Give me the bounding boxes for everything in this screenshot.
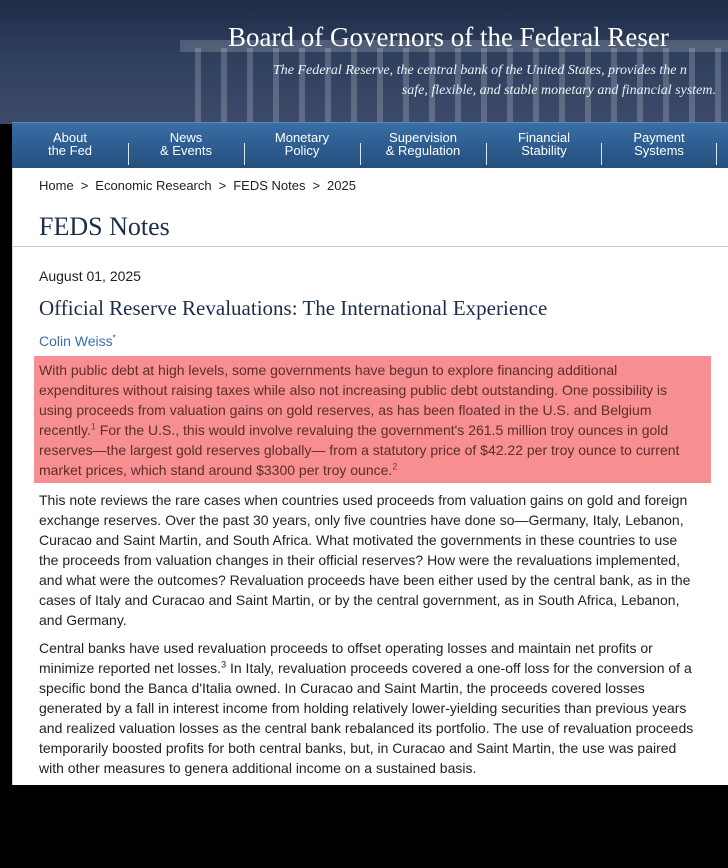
breadcrumb-economic-research[interactable]: Economic Research (95, 178, 212, 193)
paragraph-line: temporarily boosted profits for both central banks, but, in Curacao and Saint Martin, the use was paired (39, 740, 677, 756)
tagline-line-2: safe, flexible, and stable monetary and financial system. (401, 83, 716, 98)
nav-label-line1: Payment (633, 130, 685, 145)
line-text: recently. (39, 422, 91, 438)
nav-divider (601, 143, 602, 165)
title-divider (13, 246, 728, 247)
line-text: minimize reported net losses. (39, 660, 222, 676)
body-paragraph (39, 490, 699, 630)
nav-label-line1: Monetary (274, 130, 330, 145)
nav-financial-stability[interactable] (506, 131, 582, 161)
breadcrumb-current-year: 2025 (327, 178, 356, 193)
author-name[interactable]: Colin Weiss (39, 333, 113, 349)
nav-label-line2: Policy (284, 143, 320, 158)
paragraph-line (39, 460, 699, 480)
paragraph-line (39, 420, 699, 440)
nav-label-line2: Stability (521, 143, 567, 158)
intro-paragraph (39, 360, 699, 480)
paragraph-line: exchange reserves. Over the past 30 years, only five countries have done so—Germany, Italy, Lebanon, (39, 512, 684, 528)
nav-label-line2: & Regulation (385, 143, 461, 158)
article-date: August 01, 2025 (39, 268, 141, 284)
footnote-link-2[interactable]: 2 (392, 461, 398, 472)
breadcrumb-separator: > (218, 178, 227, 193)
author-footnote-mark[interactable]: * (112, 333, 116, 343)
nav-divider (244, 143, 245, 165)
article-title: Official Reserve Revaluations: The International Experience (39, 296, 548, 320)
paragraph-line: expenditures without raising taxes while also not increasing public debt outstanding. One possibility is (39, 382, 668, 398)
site-title[interactable]: Board of Governors of the Federal Reser (228, 22, 669, 52)
nav-divider (128, 143, 129, 165)
paragraph-line: and realized valuation losses as the central bank rebalanced its portfolio. The use of revaluation proceeds (39, 720, 694, 736)
body-paragraph (39, 638, 699, 778)
nav-divider (716, 143, 717, 165)
nav-label-line2: & Events (159, 143, 213, 158)
paragraph-line: the proceeds from valuation changes in their official reserves? How were the revaluations implemented, (39, 552, 680, 568)
nav-monetary-policy[interactable] (264, 131, 340, 161)
main-navigation (12, 122, 728, 169)
nav-news-events[interactable] (150, 131, 222, 161)
paragraph-line: with other measures to genera additional income on a sustained basis. (39, 760, 477, 776)
line-text: For the U.S., this would involve revaluing the government's 261.5 million troy ounces in gold (95, 422, 669, 438)
page-content (12, 168, 728, 785)
paragraph-line: cases of Italy and Curacao and Saint Martin, or by the central government, as in South Africa, Lebanon, (39, 592, 680, 608)
nav-label-line1: Supervision (389, 130, 457, 145)
nav-divider (486, 143, 487, 165)
paragraph-line (39, 658, 699, 678)
site-header (0, 0, 728, 124)
nav-payment-systems[interactable] (622, 131, 696, 161)
line-text: market prices, which stand around $3300 per troy ounce. (39, 462, 393, 478)
breadcrumb-separator: > (312, 178, 321, 193)
paragraph-line: Central banks have used revaluation proceeds to offset operating losses and maintain net profits or (39, 640, 653, 656)
nav-label-line2: the Fed (47, 143, 93, 158)
breadcrumb-separator: > (80, 178, 89, 193)
nav-label-line1: About (53, 130, 87, 145)
nav-label-line1: News (169, 130, 203, 145)
paragraph-line: and what were the outcomes? Revaluation proceeds have been either used by the central bank, as in the (39, 572, 691, 588)
nav-label-line2: Systems (634, 143, 684, 158)
breadcrumb (39, 178, 356, 193)
paragraph-line: generated by a fall in interest income from holding relatively lower-yielding securities than previous years (39, 700, 687, 716)
breadcrumb-feds-notes[interactable]: FEDS Notes (233, 178, 306, 193)
paragraph-line: reserves—the largest gold reserves globally— from a statutory price of $42.22 per troy ounce to current (39, 442, 680, 458)
page-title: FEDS Notes (39, 212, 170, 241)
site-tagline (216, 61, 716, 101)
nav-about-the-fed[interactable] (34, 131, 106, 161)
paragraph-line: Curacao and Saint Martin, and South Africa. What motivated the governments in these countries to use (39, 532, 678, 548)
paragraph-line: With public debt at high levels, some governments have begun to explore financing additional (39, 362, 618, 378)
footnote-link-3[interactable]: 3 (221, 659, 227, 670)
line-text: In Italy, revaluation proceeds covered a one-off loss for the conversion of a (226, 660, 692, 676)
paragraph-line: specific bond the Banca d'Italia owned. In Curacao and Saint Martin, the proceeds covered losses (39, 680, 645, 696)
breadcrumb-home[interactable]: Home (39, 178, 74, 193)
nav-label-line1: Financial (517, 130, 571, 145)
footnote-link-1[interactable]: 1 (90, 421, 96, 432)
paragraph-line: This note reviews the rare cases when countries used proceeds from valuation gains on gold and foreign (39, 492, 688, 508)
nav-divider (360, 143, 361, 165)
paragraph-line: using proceeds from valuation gains on gold reserves, as has been floated in the U.S. and Belgium (39, 402, 652, 418)
author-link[interactable] (39, 333, 116, 349)
tagline-line-1: The Federal Reserve, the central bank of the United States, provides the n (273, 63, 687, 78)
paragraph-line: and Germany. (39, 612, 127, 628)
nav-supervision-regulation[interactable] (380, 131, 466, 161)
